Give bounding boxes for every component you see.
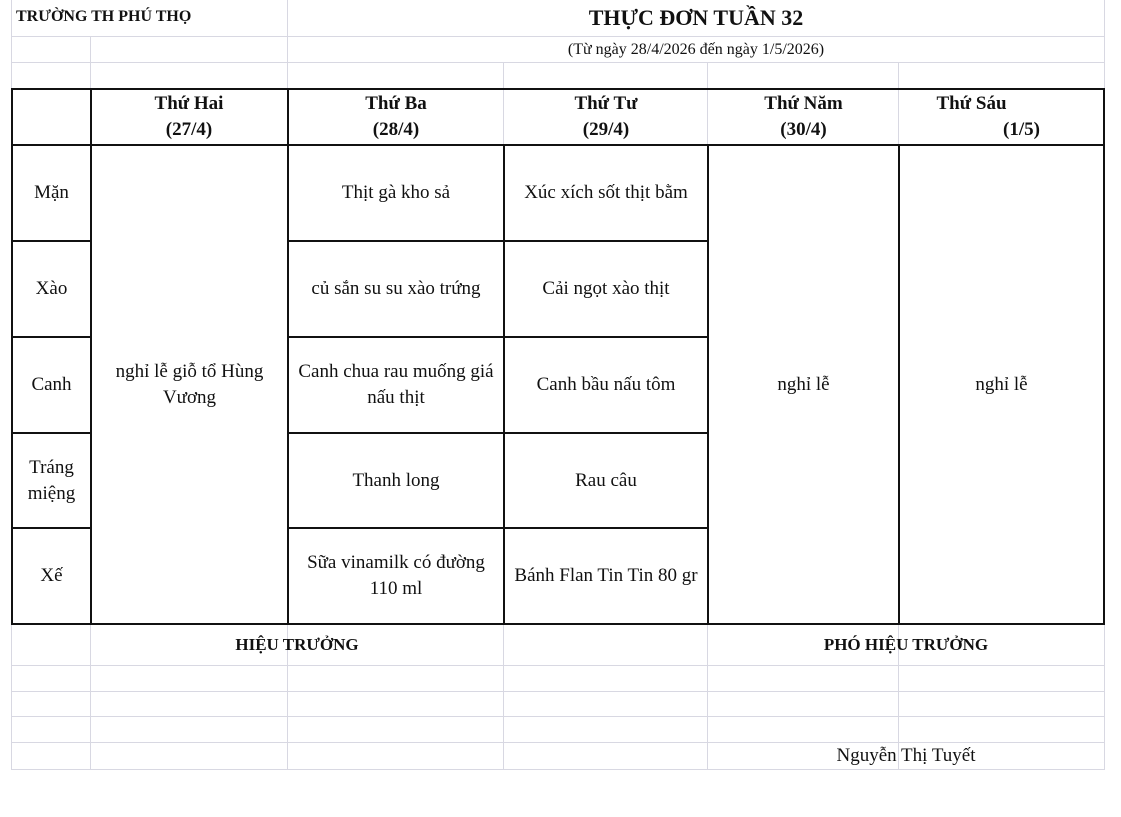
day-date: (29/4) [582,119,630,140]
school-name: TRƯỜNG TH PHÚ THỌ [16,8,192,25]
thursday-holiday-cell: nghỉ lễ [777,373,830,395]
row-label-man: Mặn [34,182,69,203]
day-header-thursday [709,90,898,144]
day-name: Thứ Năm [764,93,843,114]
wednesday-xao-dish: Cải ngọt xào thịt [542,278,670,299]
day-name: Thứ Hai [154,93,224,114]
wednesday-xe-dish: Bánh Flan Tin Tin 80 gr [514,565,698,586]
tuesday-xao-dish: củ sắn su su xào trứng [311,278,481,299]
wednesday-trang-mieng-dish: Rau câu [575,469,637,491]
day-header-monday [91,90,287,144]
tuesday-trang-mieng-dish: Thanh long [352,469,440,491]
day-header-wednesday [505,90,707,144]
friday-holiday-cell: nghỉ lễ [975,373,1028,395]
day-header-friday [900,90,1103,144]
date-range-subtitle: (Từ ngày 28/4/2026 đến ngày 1/5/2026) [567,40,825,58]
principal-signature-title: HIỆU TRƯỞNG [235,635,359,654]
day-header-tuesday [289,90,503,144]
day-date: (1/5) [1003,119,1040,140]
row-label-xao: Xào [35,278,68,299]
day-name: Thứ Tư [574,93,638,114]
menu-title: THỰC ĐƠN TUẦN 32 [588,5,804,30]
row-label-canh: Canh [31,374,72,395]
day-name: Thứ Sáu [936,93,1007,114]
day-date: (30/4) [780,119,827,140]
tuesday-xe-dish: Sữa vinamilk có đường 110 ml [307,552,485,599]
signer-name: Nguyễn Thị Tuyết [836,745,976,766]
tuesday-canh-dish: Canh chua rau muống giá nấu thịt [298,361,494,408]
day-date: (27/4) [165,119,213,140]
monday-holiday-cell: nghỉ lễ giỗ tổ Hùng Vương [115,360,264,408]
wednesday-canh-dish: Canh bầu nấu tôm [536,374,676,395]
wednesday-man-dish: Xúc xích sốt thịt bằm [524,182,688,203]
row-label-trang-mieng: Tráng miệng [27,456,76,504]
tuesday-man-dish: Thịt gà kho sả [341,182,451,203]
day-date: (28/4) [372,119,420,140]
day-name: Thứ Ba [365,93,427,114]
vice-principal-signature-title: PHÓ HIỆU TRƯỞNG [823,635,989,654]
row-label-xe: Xế [40,565,63,586]
